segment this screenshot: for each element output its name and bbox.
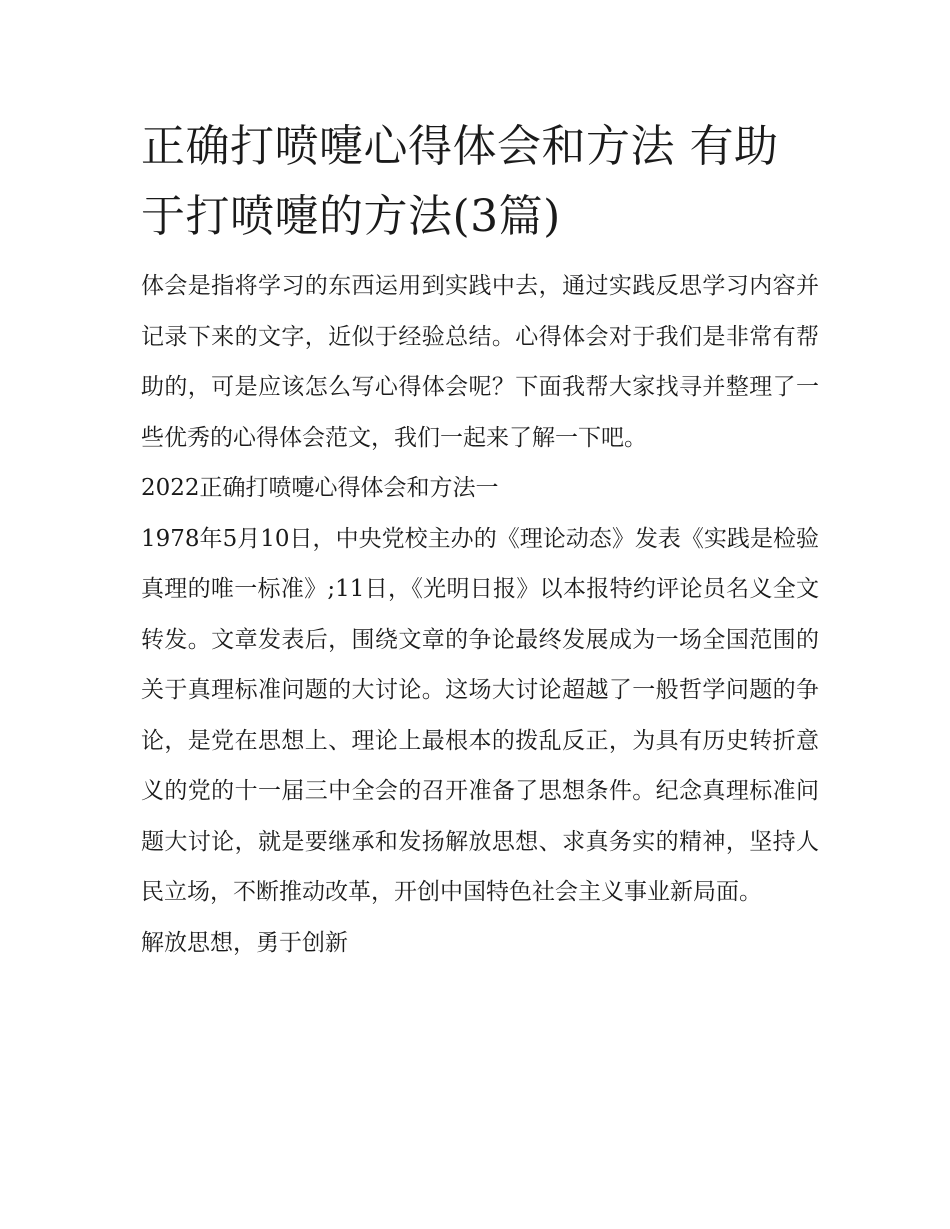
intro-paragraph: 体会是指将学习的东西运用到实践中去，通过实践反思学习内容并记录下来的文字，近似于经验总结。心得体会对于我们是非常有帮助的，可是应该怎么写心得体会呢？下面我帮大家找寻并整理了一些优秀的心得体会范文，我们一起来了解一下吧。 — [141, 273, 819, 451]
section-heading: 2022正确打喷嚏心得体会和方法一 — [141, 475, 499, 501]
document-body — [141, 112, 819, 968]
document-title: 正确打喷嚏心得体会和方法 有助于打喷嚏的方法(3篇) — [141, 121, 779, 242]
body-paragraph: 1978年5月10日，中央党校主办的《理论动态》发表《实践是检验真理的唯一标准》;11日，《光明日报》以本报特约评论员名义全文转发。文章发表后，围绕文章的争论最终发展成为一场全国范围的关于真理标准问题的大讨论。这场大讨论超越了一般哲学问题的争论，是党在思想上、理论上最根本的拨乱反正，为具有历史转折意义的党的十一届三中全会的召开准备了思想条件。纪念真理标准问题大讨论，就是要继承和发扬解放思想、求真务实的精神，坚持人民立场，不断推动改革，开创中国特色社会主义事业新局面。 — [141, 525, 819, 905]
subsection-heading: 解放思想，勇于创新 — [141, 929, 348, 956]
